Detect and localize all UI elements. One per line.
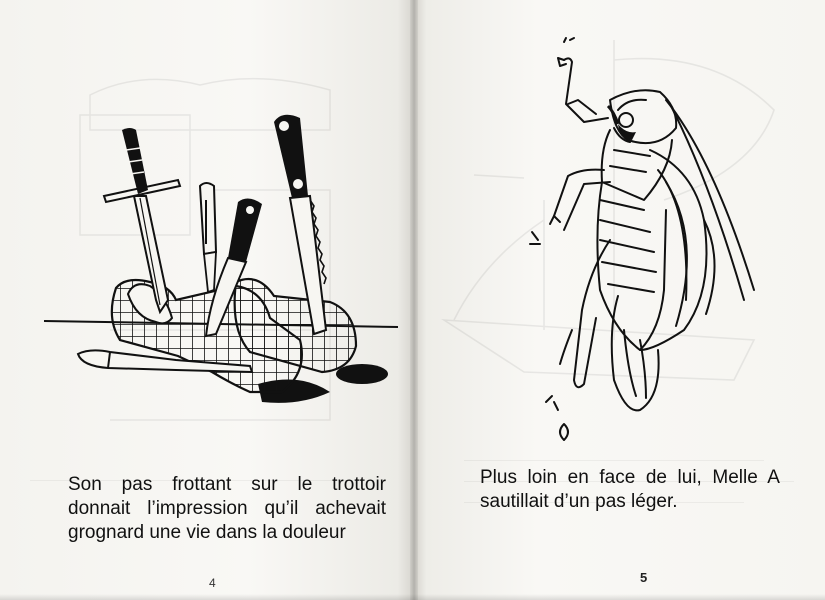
caption-line: sautillait d’un pas léger. xyxy=(480,491,678,512)
paring-knife xyxy=(200,183,216,292)
page-number-left: 4 xyxy=(209,576,216,590)
left-page-caption xyxy=(68,473,386,545)
caption-line: grognard une vie dans la douleur xyxy=(68,522,346,543)
mitt-shadow-right xyxy=(336,364,388,384)
knives-in-oven-mitts-illustration xyxy=(0,0,414,440)
page-number-right: 5 xyxy=(640,570,648,585)
caption-line: Son pas frottant sur le trottoir xyxy=(68,474,386,495)
grasshopper-illustration xyxy=(414,0,825,450)
right-page xyxy=(414,0,825,600)
caption-line: Plus loin en face de lui, Melle A xyxy=(480,467,780,488)
caption-line: donnait l’impression qu’il achevait xyxy=(68,498,386,519)
page-bottom-edge xyxy=(0,594,825,600)
book-gutter xyxy=(410,0,418,600)
right-page-caption xyxy=(480,466,780,514)
